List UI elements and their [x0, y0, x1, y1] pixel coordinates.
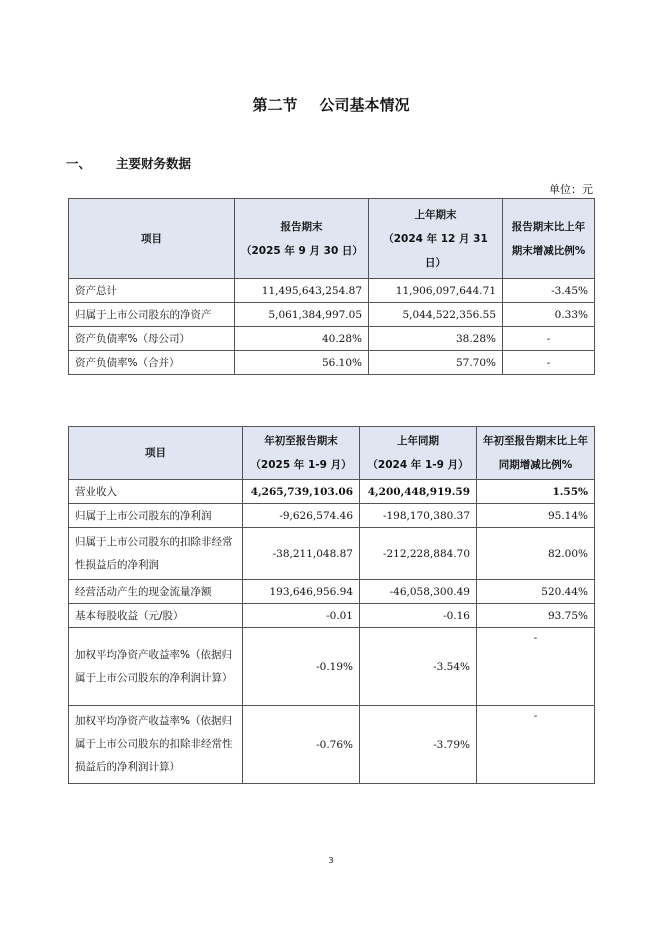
row-change: 95.14% [477, 504, 595, 528]
row-item: 归属于上市公司股东的净利润 [69, 504, 243, 528]
row-change: - [503, 327, 595, 351]
page-number: 3 [328, 856, 334, 865]
row-change: - [503, 351, 595, 375]
row-prior: 5,044,522,356.55 [369, 303, 503, 327]
row-prior: -198,170,380.37 [360, 504, 477, 528]
row-change: 93.75% [477, 604, 595, 628]
section-number: 第二节 [252, 96, 298, 114]
row-change: - [477, 628, 595, 706]
table-row [69, 528, 595, 580]
row-prior: 57.70% [369, 351, 503, 375]
header-prior-title: 上年期末 [414, 208, 457, 221]
table-row [69, 628, 595, 706]
row-current: -0.76% [243, 706, 360, 784]
header-item: 项目 [69, 427, 243, 480]
row-prior: -46,058,300.49 [360, 580, 477, 604]
heading-number: 一、 [66, 156, 92, 171]
row-item: 资产总计 [69, 279, 235, 303]
row-current: 4,265,739,103.06 [243, 480, 360, 504]
header-change: 年初至报告期末比上年同期增减比例% [477, 427, 595, 480]
header-prior-title: 上年同期 [397, 435, 439, 447]
row-change: 0.33% [503, 303, 595, 327]
income-table [68, 426, 595, 784]
table-row [69, 279, 595, 303]
row-current: 56.10% [235, 351, 369, 375]
row-prior: 11,906,097,644.71 [369, 279, 503, 303]
header-item: 项目 [69, 199, 235, 279]
header-current [235, 199, 369, 279]
row-prior: -3.79% [360, 706, 477, 784]
row-item: 归属于上市公司股东的净资产 [69, 303, 235, 327]
row-change: - [477, 706, 595, 784]
row-item: 营业收入 [69, 480, 243, 504]
table-row [69, 351, 595, 375]
header-current-title: 年初至报告期末 [264, 435, 338, 447]
table-header-row [69, 199, 595, 279]
row-prior: -0.16 [360, 604, 477, 628]
section-title [0, 94, 662, 115]
table-row [69, 303, 595, 327]
header-prior-date: （2024 年 12 月 31 日） [383, 232, 488, 269]
header-prior-period: （2024 年 1-9 月） [367, 459, 469, 471]
row-item: 归属于上市公司股东的扣除非经常性损益后的净利润 [69, 528, 243, 580]
heading-title: 主要财务数据 [116, 156, 192, 171]
row-current: 5,061,384,997.05 [235, 303, 369, 327]
row-change: 520.44% [477, 580, 595, 604]
row-current: -0.19% [243, 628, 360, 706]
row-item: 资产负债率%（母公司） [69, 327, 235, 351]
row-current: -9,626,574.46 [243, 504, 360, 528]
subsection-heading [66, 154, 191, 172]
row-prior: -212,228,884.70 [360, 528, 477, 580]
row-item: 加权平均净资产收益率%（依据归属于上市公司股东的净利润计算） [69, 628, 243, 706]
row-prior: 38.28% [369, 327, 503, 351]
row-current: -38,211,048.87 [243, 528, 360, 580]
table-row [69, 327, 595, 351]
unit-label: 单位：元 [549, 183, 593, 196]
row-current: 193,646,956.94 [243, 580, 360, 604]
table-row [69, 706, 595, 784]
row-item: 资产负债率%（合并） [69, 351, 235, 375]
row-item: 经营活动产生的现金流量净额 [69, 580, 243, 604]
row-item: 加权平均净资产收益率%（依据归属于上市公司股东的扣除非经常性损益后的净利润计算） [69, 706, 243, 784]
header-prior [360, 427, 477, 480]
row-change: 1.55% [477, 480, 595, 504]
row-current: 11,495,643,254.87 [235, 279, 369, 303]
row-change: -3.45% [503, 279, 595, 303]
header-current-title: 报告期末 [280, 220, 323, 233]
table-row [69, 604, 595, 628]
table-row [69, 504, 595, 528]
section-title-text: 公司基本情况 [319, 96, 410, 114]
row-current: -0.01 [243, 604, 360, 628]
table-header-row [69, 427, 595, 480]
row-current: 40.28% [235, 327, 369, 351]
table-row [69, 480, 595, 504]
row-item: 基本每股收益（元/股） [69, 604, 243, 628]
header-change: 报告期末比上年期末增减比例% [503, 199, 595, 279]
header-current-date: （2025 年 9 月 30 日） [241, 244, 363, 257]
header-prior [369, 199, 503, 279]
header-current [243, 427, 360, 480]
header-current-period: （2025 年 1-9 月） [250, 459, 352, 471]
row-prior: 4,200,448,919.59 [360, 480, 477, 504]
row-prior: -3.54% [360, 628, 477, 706]
row-change: 82.00% [477, 528, 595, 580]
table-row [69, 580, 595, 604]
balance-table [68, 198, 595, 375]
